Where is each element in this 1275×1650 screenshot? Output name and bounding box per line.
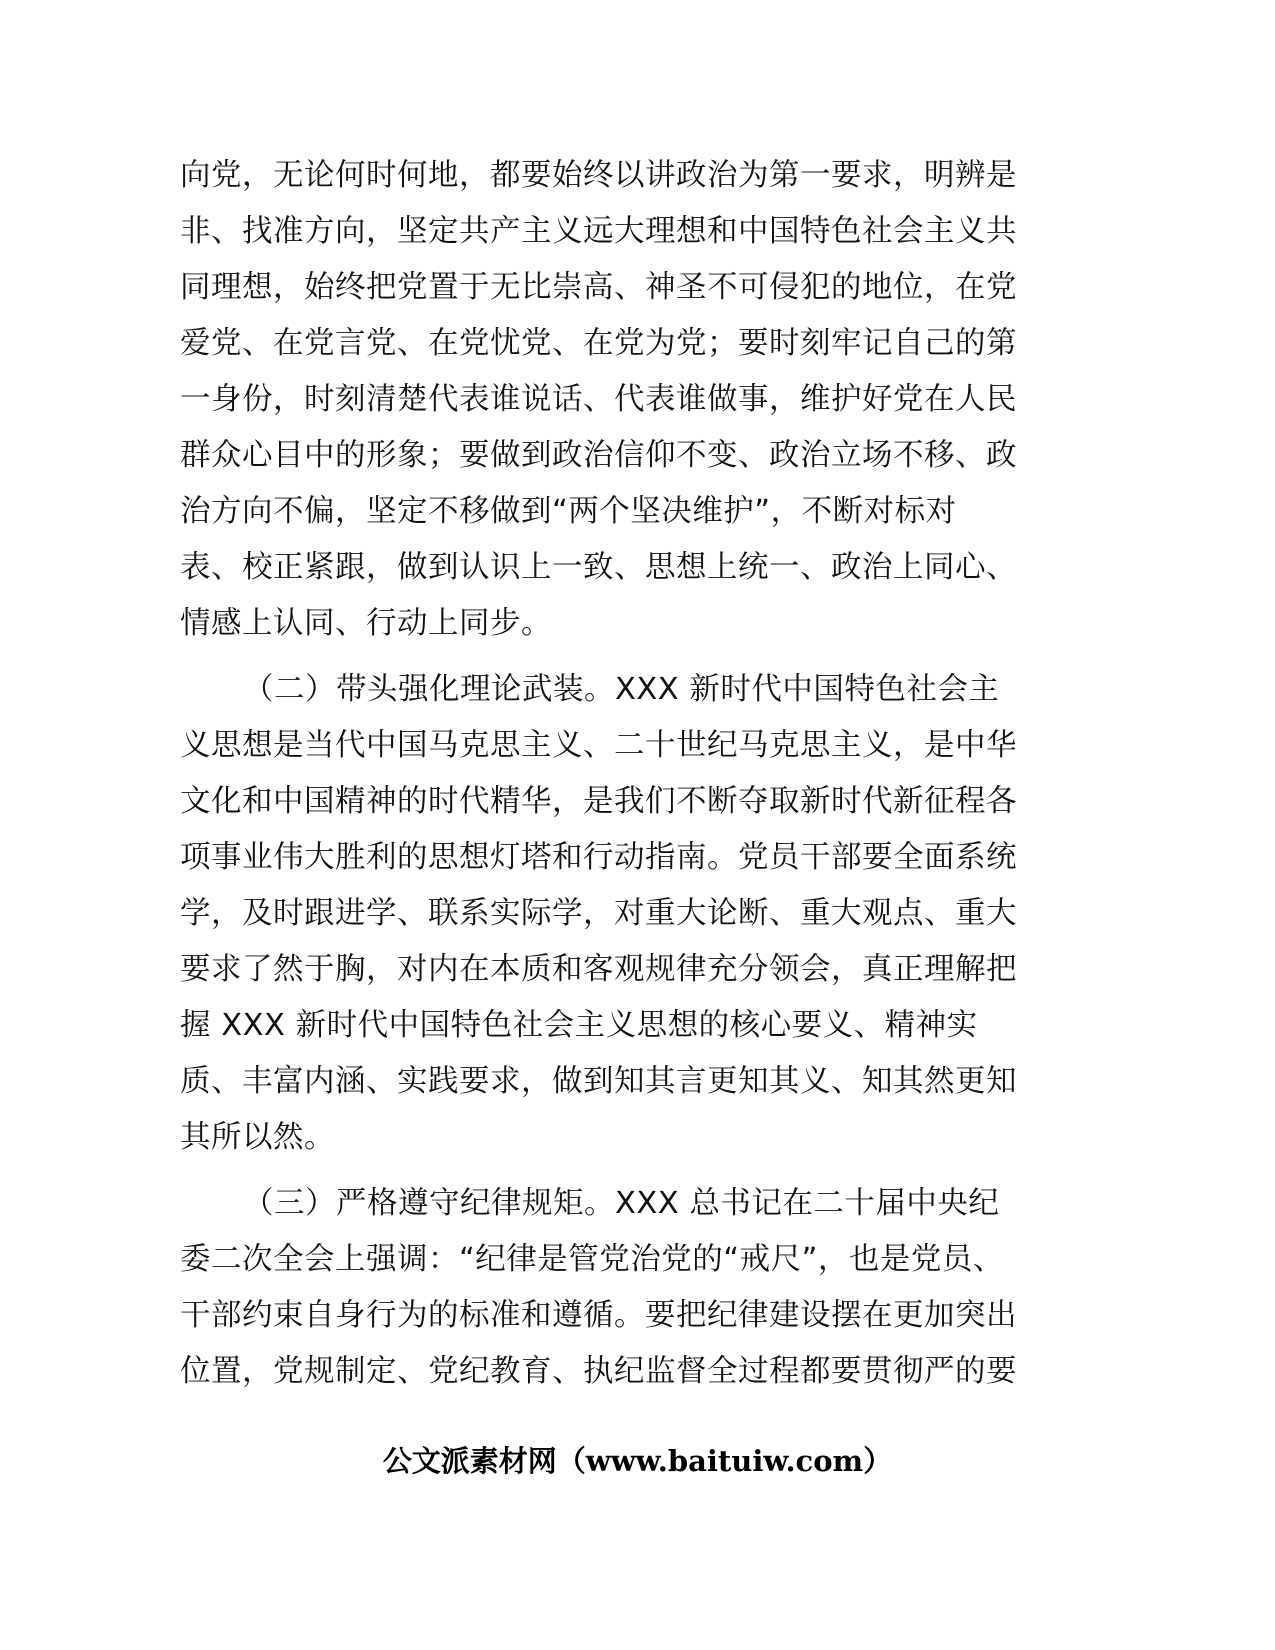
text-line: 一身份，时刻清楚代表谁说话、代表谁做事，维护好党在人民 bbox=[180, 382, 1017, 417]
text-line: 学，及时跟进学、联系实际学，对重大论断、重大观点、重大 bbox=[180, 896, 1017, 931]
text-line: 文化和中国精神的时代精华，是我们不断夺取新时代新征程各 bbox=[180, 784, 1017, 819]
text-line: 情感上认同、行动上同步。 bbox=[180, 606, 552, 641]
text-line: 同理想，始终把党置于无比崇高、神圣不可侵犯的地位，在党 bbox=[180, 270, 1017, 305]
text-line: 要求了然于胸，对内在本质和客观规律充分领会，真正理解把 bbox=[180, 952, 1017, 987]
text-line: 质、丰富内涵、实践要求，做到知其言更知其义、知其然更知 bbox=[180, 1064, 1017, 1099]
paragraph-3 bbox=[180, 1176, 1050, 1400]
text-line: 非、找准方向，坚定共产主义远大理想和中国特色社会主义共 bbox=[180, 214, 1017, 249]
text-line: 群众心目中的形象；要做到政治信仰不变、政治立场不移、政 bbox=[180, 438, 1017, 473]
text-line: 表、校正紧跟，做到认识上一致、思想上统一、政治上同心、 bbox=[180, 550, 1017, 585]
paragraph-2 bbox=[180, 662, 1050, 1166]
paragraph-spacer bbox=[180, 652, 1050, 662]
text-line: 项事业伟大胜利的思想灯塔和行动指南。党员干部要全面系统 bbox=[180, 840, 1017, 875]
document-body bbox=[180, 148, 1050, 1400]
text-line: 其所以然。 bbox=[180, 1120, 335, 1155]
text-line: 委二次全会上强调：“纪律是管党治党的“戒尺”，也是党员、 bbox=[180, 1242, 1004, 1277]
text-line: 爱党、在党言党、在党忧党、在党为党；要时刻牢记自己的第 bbox=[180, 326, 1017, 361]
text-line-first: （二）带头强化理论武装。XXX 新时代中国特色社会主 bbox=[243, 672, 1000, 707]
paragraph-1 bbox=[180, 148, 1050, 652]
text-line: 位置，党规制定、党纪教育、执纪监督全过程都要贯彻严的要 bbox=[180, 1354, 1017, 1389]
text-line: 握 XXX 新时代中国特色社会主义思想的核心要义、精神实 bbox=[180, 1008, 978, 1043]
text-line-first: （三）严格遵守纪律规矩。XXX 总书记在二十届中央纪 bbox=[243, 1186, 1000, 1221]
text-line: 义思想是当代中国马克思主义、二十世纪马克思主义，是中华 bbox=[180, 728, 1017, 763]
page-footer: 公文派素材网（www.baituiw.com） bbox=[382, 1444, 893, 1478]
text-line: 干部约束自身行为的标准和遵循。要把纪律建设摆在更加突出 bbox=[180, 1298, 1017, 1333]
text-line: 治方向不偏，坚定不移做到“两个坚决维护”，不断对标对 bbox=[180, 494, 957, 529]
text-line: 向党，无论何时何地，都要始终以讲政治为第一要求，明辨是 bbox=[180, 158, 1017, 193]
paragraph-spacer bbox=[180, 1166, 1050, 1176]
